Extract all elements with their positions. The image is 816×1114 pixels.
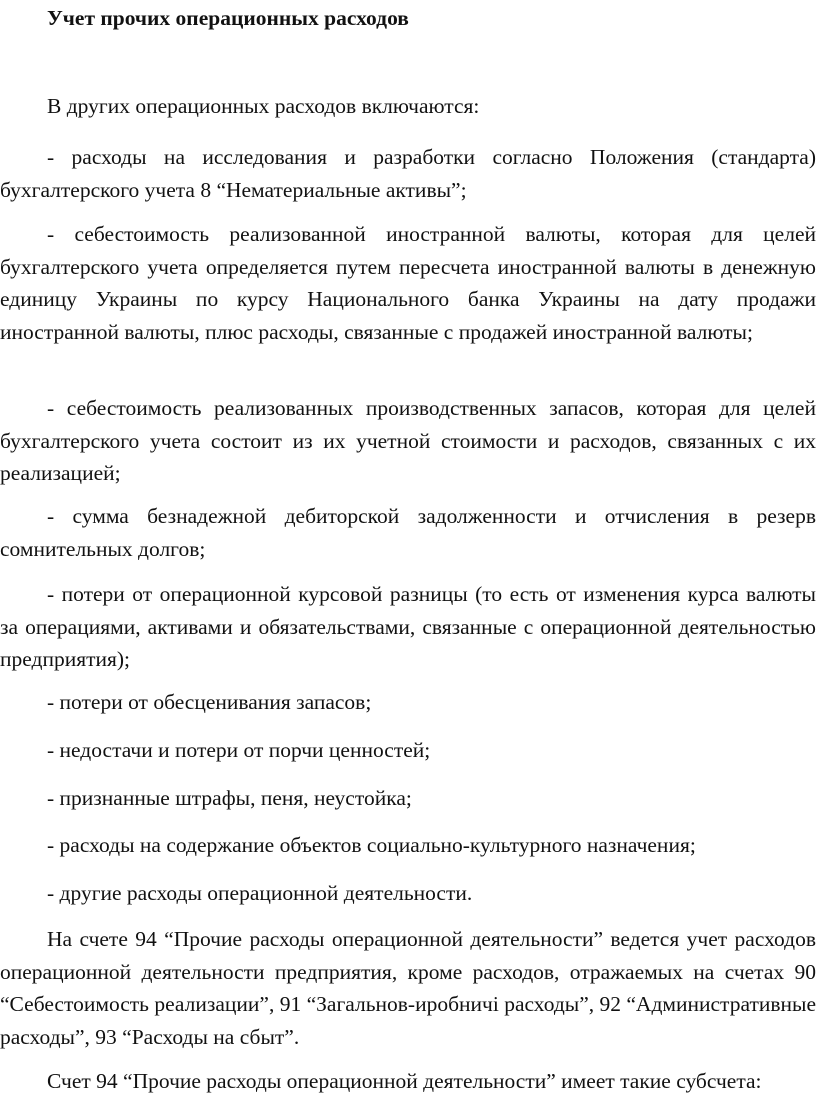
list-item-exchange-losses: - потери от операционной курсовой разницы (то есть от изменения курса валюты за операциями, активами и обязательствами, связанные с операционной деятельностью предприятия); [0, 582, 816, 672]
list-item-fines: - признанные штрафы, пеня, неустойка; [47, 786, 412, 810]
list-item-inventory: - себестоимость реализованных производственных запасов, которая для целей бухгалтерского учета состоит из их учетной стоимости и расходов, связанных с их реализацией; [0, 396, 816, 486]
list-item-foreign-currency: - себестоимость реализованной иностранной валюты, которая для целей бухгалтерского учета определяется путем пересчета иностранной валюты в денежную единицу Украины по курсу Национального банка Украины на дату продажи иностранной валюты, плюс расходы, связанные с продажей иностранной валюты; [0, 222, 816, 344]
list-item-social-objects: - расходы на содержание объектов социально-культурного назначения; [47, 833, 696, 857]
list-item-impairment: - потери от обесценивания запасов; [47, 690, 372, 714]
list-item-shortages: - недостачи и потери от порчи ценностей; [47, 738, 431, 762]
intro-paragraph: В других операционных расходов включаются: [47, 94, 480, 118]
list-item-other-expenses: - другие расходы операционной деятельности. [47, 881, 473, 905]
document-title: Учет прочих операционных расходов [47, 6, 409, 30]
subaccounts-intro: Счет 94 “Прочие расходы операционной деятельности” имеет такие субсчета: [47, 1069, 762, 1093]
list-item-bad-debt: - сумма безнадежной дебиторской задолженности и отчисления в резерв сомнительных долгов; [0, 504, 816, 561]
list-item-research: - расходы на исследования и разработки согласно Положения (стандарта) бухгалтерского учета 8 “Нематериальные активы”; [0, 145, 816, 202]
account-94-paragraph: На счете 94 “Прочие расходы операционной деятельности” ведется учет расходов операционной деятельности предприятия, кроме расходов, отражаемых на счетах 90 “Себестоимость реализации”, 91 “Загальнов-иробничі расходы”, 92 “Административные расходы”, 93 “Расходы на сбыт”. [0, 927, 816, 1049]
